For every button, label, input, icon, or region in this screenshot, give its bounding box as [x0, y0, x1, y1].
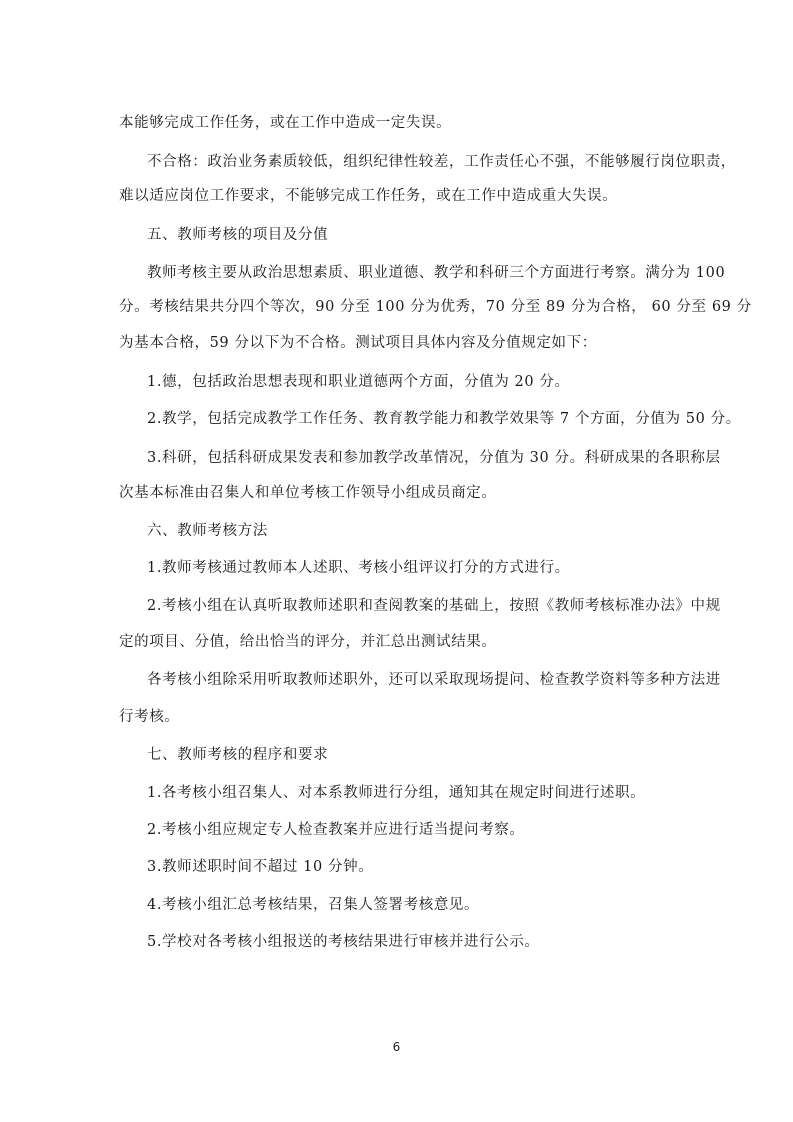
list-item: 1.各考核小组召集人、对本系教师进行分组，通知其在规定时间进行述职。 — [147, 785, 646, 801]
list-item: 2.考核小组应规定专人检查教案并应进行适当提问考察。 — [147, 822, 525, 838]
page-number: 6 — [392, 1040, 401, 1054]
paragraph-line: 不合格：政治业务素质较低，组织纪律性较差，工作责任心不强，不能够履行岗位职责， — [147, 154, 736, 170]
paragraph-line: 分。考核结果共分四个等次，90 分至 100 分为优秀，70 分至 89 分为合格， 60 分至 69 分 — [119, 299, 752, 315]
list-item: 2.教学，包括完成教学工作任务、教育教学能力和教学效果等 7 个方面，分值为 50 分。 — [147, 411, 741, 427]
list-item: 2.考核小组在认真听取教师述职和查阅教案的基础上，按照《教师考核标准办法》中规 — [147, 598, 721, 614]
list-item: 1.教师考核通过教师本人述职、考核小组评议打分的方式进行。 — [147, 560, 570, 576]
paragraph-line: 为基本合格，59 分以下为不合格。测试项目具体内容及分值规定如下： — [119, 335, 597, 351]
paragraph-line: 难以适应岗位工作要求，不能够完成工作任务，或在工作中造成重大失误。 — [119, 188, 618, 204]
section-heading: 六、教师考核方法 — [147, 523, 268, 539]
section-heading: 五、教师考核的项目及分值 — [147, 227, 329, 243]
list-item: 3.教师述职时间不超过 10 分钟。 — [147, 859, 374, 875]
list-item: 5.学校对各考核小组报送的考核结果进行审核并进行公示。 — [147, 934, 540, 950]
paragraph-line: 次基本标准由召集人和单位考核工作领导小组成员商定。 — [119, 485, 497, 501]
list-item: 4.考核小组汇总考核结果，召集人签署考核意见。 — [147, 897, 480, 913]
section-heading: 七、教师考核的程序和要求 — [147, 747, 329, 763]
list-item: 3.科研，包括科研成果发表和参加教学改革情况，分值为 30 分。科研成果的各职称层 — [147, 450, 721, 466]
paragraph-line: 本能够完成工作任务，或在工作中造成一定失误。 — [119, 115, 452, 131]
list-item: 1.德，包括政治思想表现和职业道德两个方面，分值为 20 分。 — [147, 374, 570, 390]
paragraph-line: 行考核。 — [119, 709, 180, 725]
paragraph-line: 各考核小组除采用听取教师述职外，还可以采取现场提问、检查教学资料等多种方法进 — [147, 672, 721, 688]
paragraph-line: 教师考核主要从政治思想素质、职业道德、教学和科研三个方面进行考察。满分为 100 — [147, 265, 726, 281]
paragraph-line: 定的项目、分值，给出恰当的评分，并汇总出测试结果。 — [119, 634, 497, 650]
